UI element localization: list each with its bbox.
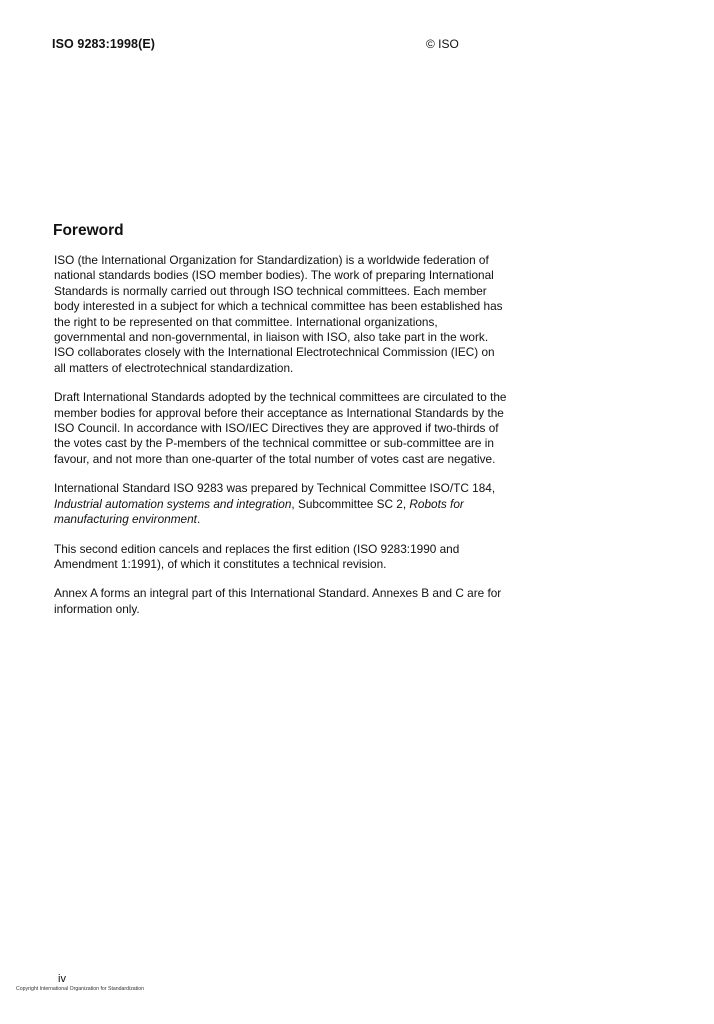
header-copyright: © ISO [426, 37, 459, 51]
text-line: ISO Council. In accordance with ISO/IEC Directives they are approved if two-thirds of [54, 421, 499, 436]
footer-copyright: Copyright International Organization for Standardization [16, 986, 145, 992]
text-line: ISO (the International Organization for Standardization) is a worldwide federation of [54, 253, 489, 267]
subcommittee-title-start: Robots for [409, 496, 464, 511]
text-line: favour, and not more than one-quarter of the total number of votes cast are negative. [54, 451, 496, 466]
committee-title: Industrial automation systems and integration [54, 496, 292, 511]
page-number: iv [58, 973, 66, 985]
paragraph-preparation [54, 481, 554, 527]
text-line: Amendment 1:1991), of which it constitutes a technical revision. [54, 556, 387, 571]
text-line: This second edition cancels and replaces the first edition (ISO 9283:1990 and [54, 541, 460, 556]
text-line: Standards is normally carried out through ISO technical committees. Each member [54, 283, 487, 298]
period: . [196, 512, 201, 527]
text-line [54, 512, 554, 527]
text-line: information only. [54, 601, 140, 616]
text-line [54, 497, 554, 512]
text-line: the right to be represented on that committee. International organizations, [54, 314, 438, 329]
text-line: Draft International Standards adopted by the technical committees are circulated to the [54, 390, 507, 405]
document-id: ISO 9283:1998(E) [52, 37, 156, 51]
text-line: national standards bodies (ISO member bodies). The work of preparing International [54, 268, 494, 283]
text-line: the votes cast by the P-members of the technical committee or sub-committee are in [54, 436, 494, 451]
text-line: body interested in a subject for which a technical committee has been established has [54, 299, 503, 314]
text-line: Annex A forms an integral part of this International Standard. Annexes B and C are for [54, 586, 502, 601]
text-line: member bodies for approval before their acceptance as International Standards by the [54, 405, 504, 420]
text-line: International Standard ISO 9283 was prepared by Technical Committee ISO/TC 184, [54, 481, 496, 496]
text-line: governmental and non-governmental, in liaison with ISO, also take part in the work. [54, 330, 489, 345]
paragraph-annexes [54, 586, 554, 617]
paragraph-edition [54, 542, 554, 573]
subcommittee-text: , Subcommittee SC 2, [291, 496, 410, 511]
text-line: ISO collaborates closely with the International Electrotechnical Commission (IEC) on [54, 345, 495, 360]
text-line: all matters of electrotechnical standardization. [54, 360, 294, 375]
paragraph-draft-standards [54, 390, 554, 467]
foreword-body [54, 253, 554, 631]
subcommittee-title-end: manufacturing environment [54, 512, 197, 527]
section-title: Foreword [53, 222, 124, 239]
paragraph-iso-overview [54, 253, 554, 376]
